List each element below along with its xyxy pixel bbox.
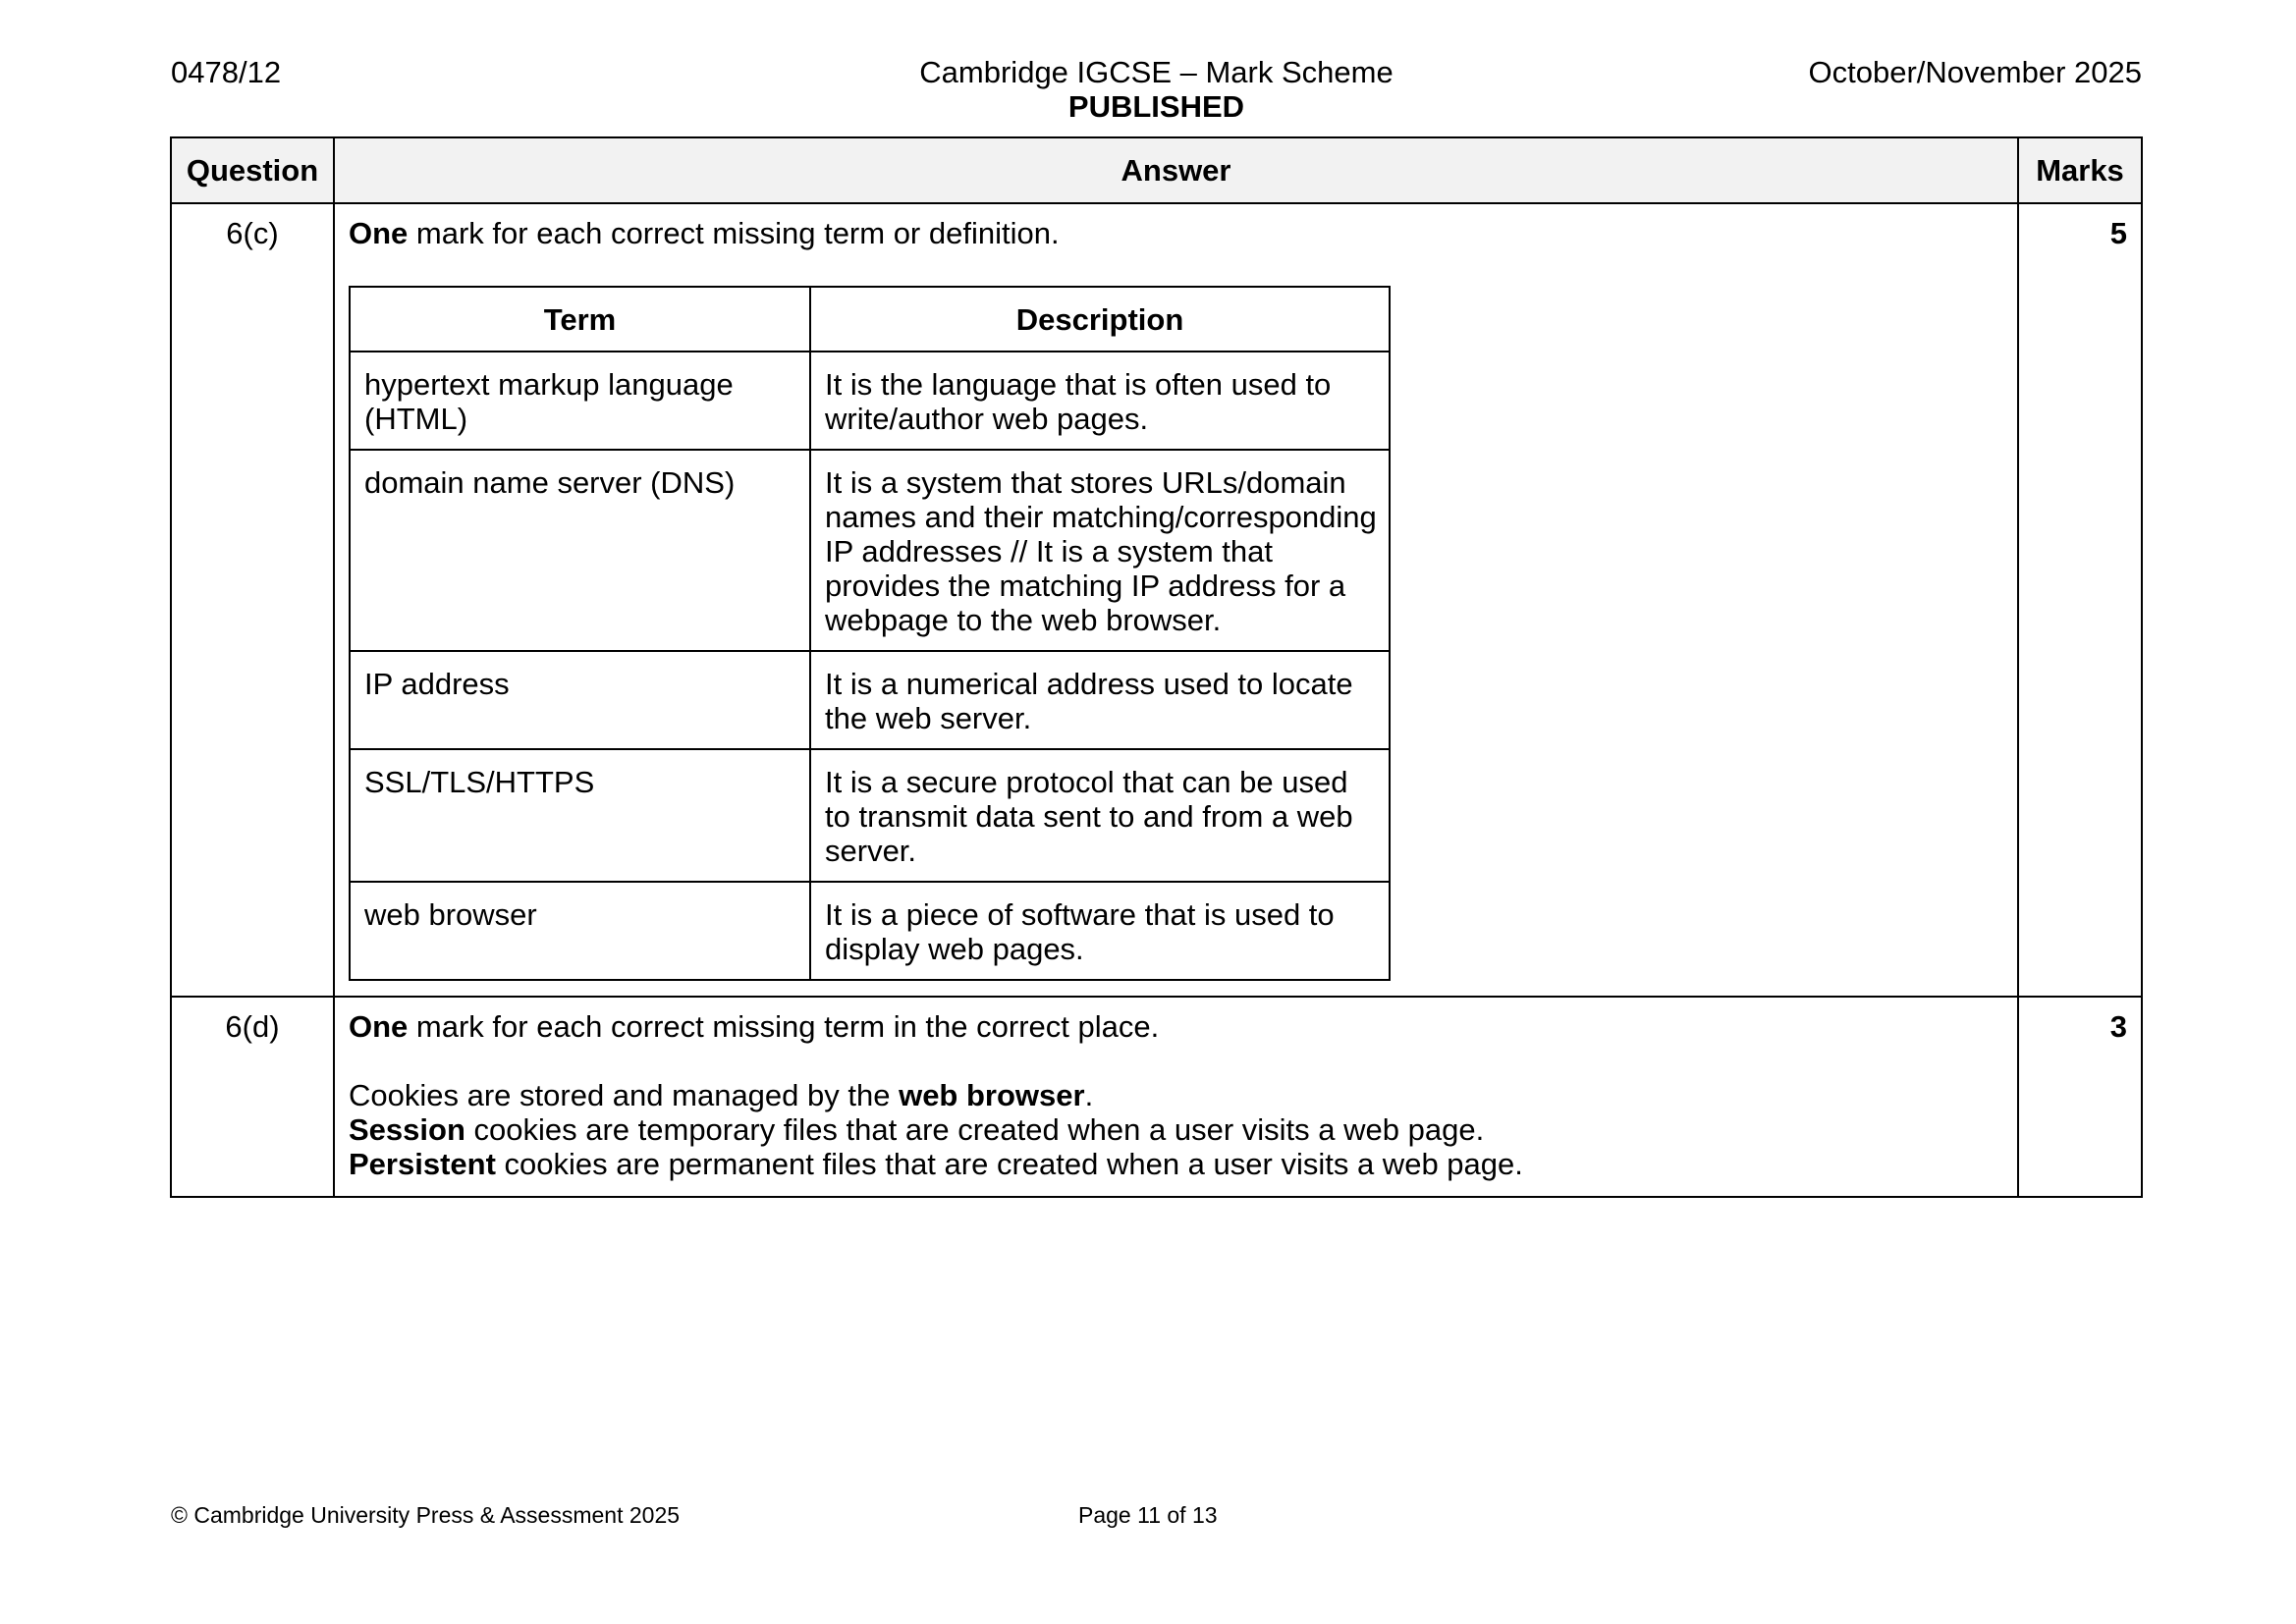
answer-line (349, 1112, 2003, 1147)
answer-term: Persistent (349, 1147, 496, 1181)
page-number: Page 11 of 13 (1078, 1502, 1218, 1528)
term-cell: SSL/TLS/HTTPS (350, 749, 810, 882)
description-column-header: Description (810, 287, 1390, 352)
answer-line (349, 1078, 2003, 1112)
term-row (350, 651, 1390, 749)
term-cell: web browser (350, 882, 810, 980)
document-status: PUBLISHED (1067, 89, 1245, 124)
answer-line (349, 1147, 2003, 1181)
instruction-text: mark for each correct missing term in the correct place. (408, 1009, 1160, 1044)
document-title: Cambridge IGCSE – Mark Scheme (919, 55, 1394, 89)
instruction-emphasis: One (349, 216, 409, 250)
table-row (171, 997, 2142, 1197)
copyright-notice: © Cambridge University Press & Assessment 2025 (171, 1502, 681, 1528)
term-row (350, 882, 1390, 980)
description-cell: It is a numerical address used to locate the web server. (810, 651, 1390, 749)
marks-value: 5 (2018, 203, 2142, 997)
term-row (350, 450, 1390, 651)
description-cell: It is a system that stores URLs/domain names and their matching/corresponding IP addresses // It is a system that provides the matching IP address for a webpage to the web browser. (810, 450, 1390, 651)
instruction-text: mark for each correct missing term or definition. (408, 216, 1060, 250)
marks-column-header: Marks (2018, 137, 2142, 203)
instruction-emphasis: One (349, 1009, 409, 1044)
description-cell: It is the language that is often used to write/author web pages. (810, 352, 1390, 450)
exam-session: October/November 2025 (1808, 55, 2142, 89)
answer-term: web browser (899, 1078, 1085, 1112)
page-header (171, 55, 2142, 134)
term-description-table (349, 286, 1391, 981)
term-row (350, 352, 1390, 450)
term-column-header: Term (350, 287, 810, 352)
description-cell: It is a piece of software that is used to display web pages. (810, 882, 1390, 980)
answer-text: . (1084, 1078, 1094, 1112)
table-header-row (171, 137, 2142, 203)
term-cell: domain name server (DNS) (350, 450, 810, 651)
answer-instruction (349, 1009, 2003, 1044)
answer-cell (334, 203, 2018, 997)
question-number: 6(d) (171, 997, 334, 1197)
question-column-header: Question (171, 137, 334, 203)
table-row (171, 203, 2142, 997)
answer-column-header: Answer (334, 137, 2018, 203)
answer-text: cookies are permanent files that are created when a user visits a web page. (495, 1147, 1523, 1181)
inner-header-row (350, 287, 1390, 352)
answer-term: Session (349, 1112, 465, 1147)
marks-value: 3 (2018, 997, 2142, 1197)
answer-cell (334, 997, 2018, 1197)
syllabus-code: 0478/12 (171, 55, 282, 89)
mark-scheme-table (170, 136, 2143, 1198)
term-row (350, 749, 1390, 882)
question-number: 6(c) (171, 203, 334, 997)
term-cell: IP address (350, 651, 810, 749)
answer-text: cookies are temporary files that are created when a user visits a web page. (465, 1112, 1485, 1147)
term-cell: hypertext markup language (HTML) (350, 352, 810, 450)
answer-text: Cookies are stored and managed by the (349, 1078, 900, 1112)
answer-instruction (349, 216, 2003, 250)
cookie-answers (349, 1078, 2003, 1181)
description-cell: It is a secure protocol that can be used to transmit data sent to and from a web server. (810, 749, 1390, 882)
